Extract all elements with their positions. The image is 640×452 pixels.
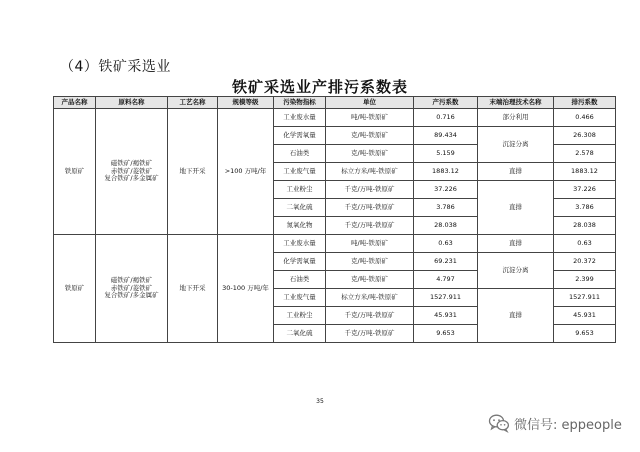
generation-factor-cell: 9.653: [414, 325, 478, 343]
pollutant-cell: 石油类: [274, 145, 326, 163]
unit-cell: 克/吨-铁原矿: [326, 145, 414, 163]
process-cell: 地下开采: [168, 235, 218, 343]
pollutant-cell: 工业废气量: [274, 289, 326, 307]
header-discharge-factor: 排污系数: [554, 97, 616, 109]
raw-material-cell: 磁铁矿/褐铁矿 赤铁矿/菱铁矿 复合铁矿/多金属矿: [96, 235, 168, 343]
generation-factor-cell: 89.434: [414, 127, 478, 145]
pollutant-cell: 化学需氧量: [274, 127, 326, 145]
header-raw-material: 原料名称: [96, 97, 168, 109]
raw-material-cell: 磁铁矿/褐铁矿 赤铁矿/菱铁矿 复合铁矿/多金属矿: [96, 109, 168, 235]
discharge-factor-cell: 9.653: [554, 325, 616, 343]
unit-cell: 克/吨-铁原矿: [326, 271, 414, 289]
pollutant-cell: 石油类: [274, 271, 326, 289]
generation-factor-cell: 3.786: [414, 199, 478, 217]
generation-factor-cell: 0.63: [414, 235, 478, 253]
table-header-row: [54, 97, 616, 109]
generation-factor-cell: 1883.12: [414, 163, 478, 181]
discharge-factor-cell: 0.466: [554, 109, 616, 127]
treatment-tech-cell: 直排: [478, 289, 554, 343]
treatment-tech-cell: 沉淀分离: [478, 253, 554, 289]
emission-factor-table: [53, 96, 616, 343]
unit-cell: 千克/万吨-铁原矿: [326, 181, 414, 199]
treatment-tech-cell: 部分利用: [478, 109, 554, 127]
pollutant-cell: 二氧化硫: [274, 199, 326, 217]
discharge-factor-cell: 3.786: [554, 199, 616, 217]
unit-cell: 千克/万吨-铁原矿: [326, 325, 414, 343]
treatment-tech-cell: 沉淀分离: [478, 127, 554, 163]
watermark-text: 微信号: eppeople: [514, 417, 622, 433]
pollutant-cell: 化学需氧量: [274, 253, 326, 271]
header-treatment-tech: 末端治理技术名称: [478, 97, 554, 109]
discharge-factor-cell: 2.578: [554, 145, 616, 163]
unit-cell: 千克/万吨-铁原矿: [326, 307, 414, 325]
unit-cell: 克/吨-铁原矿: [326, 127, 414, 145]
process-cell: 地下开采: [168, 109, 218, 235]
watermark: [488, 413, 622, 433]
discharge-factor-cell: 1883.12: [554, 163, 616, 181]
table-title: 铁矿采选业产排污系数表: [231, 78, 408, 96]
pollutant-cell: 工业废水量: [274, 109, 326, 127]
pollutant-cell: 工业废水量: [274, 235, 326, 253]
header-product: 产品名称: [54, 97, 96, 109]
pollutant-cell: 工业粉尘: [274, 181, 326, 199]
discharge-factor-cell: 2.399: [554, 271, 616, 289]
unit-cell: 千克/万吨-铁原矿: [326, 199, 414, 217]
product-cell: 铁原矿: [54, 235, 96, 343]
discharge-factor-cell: 1527.911: [554, 289, 616, 307]
discharge-factor-cell: 20.372: [554, 253, 616, 271]
unit-cell: 克/吨-铁原矿: [326, 253, 414, 271]
discharge-factor-cell: 28.038: [554, 217, 616, 235]
pollutant-cell: 工业粉尘: [274, 307, 326, 325]
page-number: 35: [316, 398, 324, 405]
generation-factor-cell: 0.716: [414, 109, 478, 127]
header-pollutant: 污染物指标: [274, 97, 326, 109]
generation-factor-cell: 69.231: [414, 253, 478, 271]
header-generation-factor: 产污系数: [414, 97, 478, 109]
generation-factor-cell: 37.226: [414, 181, 478, 199]
section-heading: （4）铁矿采选业: [60, 59, 171, 75]
header-process: 工艺名称: [168, 97, 218, 109]
wechat-icon: [488, 413, 510, 433]
unit-cell: 吨/吨-铁原矿: [326, 109, 414, 127]
table-row: [54, 109, 616, 127]
discharge-factor-cell: 0.63: [554, 235, 616, 253]
unit-cell: 吨/吨-铁原矿: [326, 235, 414, 253]
generation-factor-cell: 45.931: [414, 307, 478, 325]
product-cell: 铁原矿: [54, 109, 96, 235]
treatment-tech-cell: 直排: [478, 163, 554, 181]
discharge-factor-cell: 26.308: [554, 127, 616, 145]
pollutant-cell: 氮氧化物: [274, 217, 326, 235]
generation-factor-cell: 1527.911: [414, 289, 478, 307]
scale-cell: 30-100 万吨/年: [218, 235, 274, 343]
generation-factor-cell: 4.797: [414, 271, 478, 289]
unit-cell: 标立方米/吨-铁原矿: [326, 289, 414, 307]
unit-cell: 标立方米/吨-铁原矿: [326, 163, 414, 181]
table-row: [54, 235, 616, 253]
generation-factor-cell: 28.038: [414, 217, 478, 235]
treatment-tech-cell: 直排: [478, 235, 554, 253]
treatment-tech-cell: 直排: [478, 181, 554, 235]
discharge-factor-cell: 45.931: [554, 307, 616, 325]
unit-cell: 千克/万吨-铁原矿: [326, 217, 414, 235]
pollutant-cell: 工业废气量: [274, 163, 326, 181]
pollutant-cell: 二氧化硫: [274, 325, 326, 343]
header-scale: 规模等级: [218, 97, 274, 109]
generation-factor-cell: 5.159: [414, 145, 478, 163]
header-unit: 单位: [326, 97, 414, 109]
scale-cell: >100 万吨/年: [218, 109, 274, 235]
discharge-factor-cell: 37.226: [554, 181, 616, 199]
